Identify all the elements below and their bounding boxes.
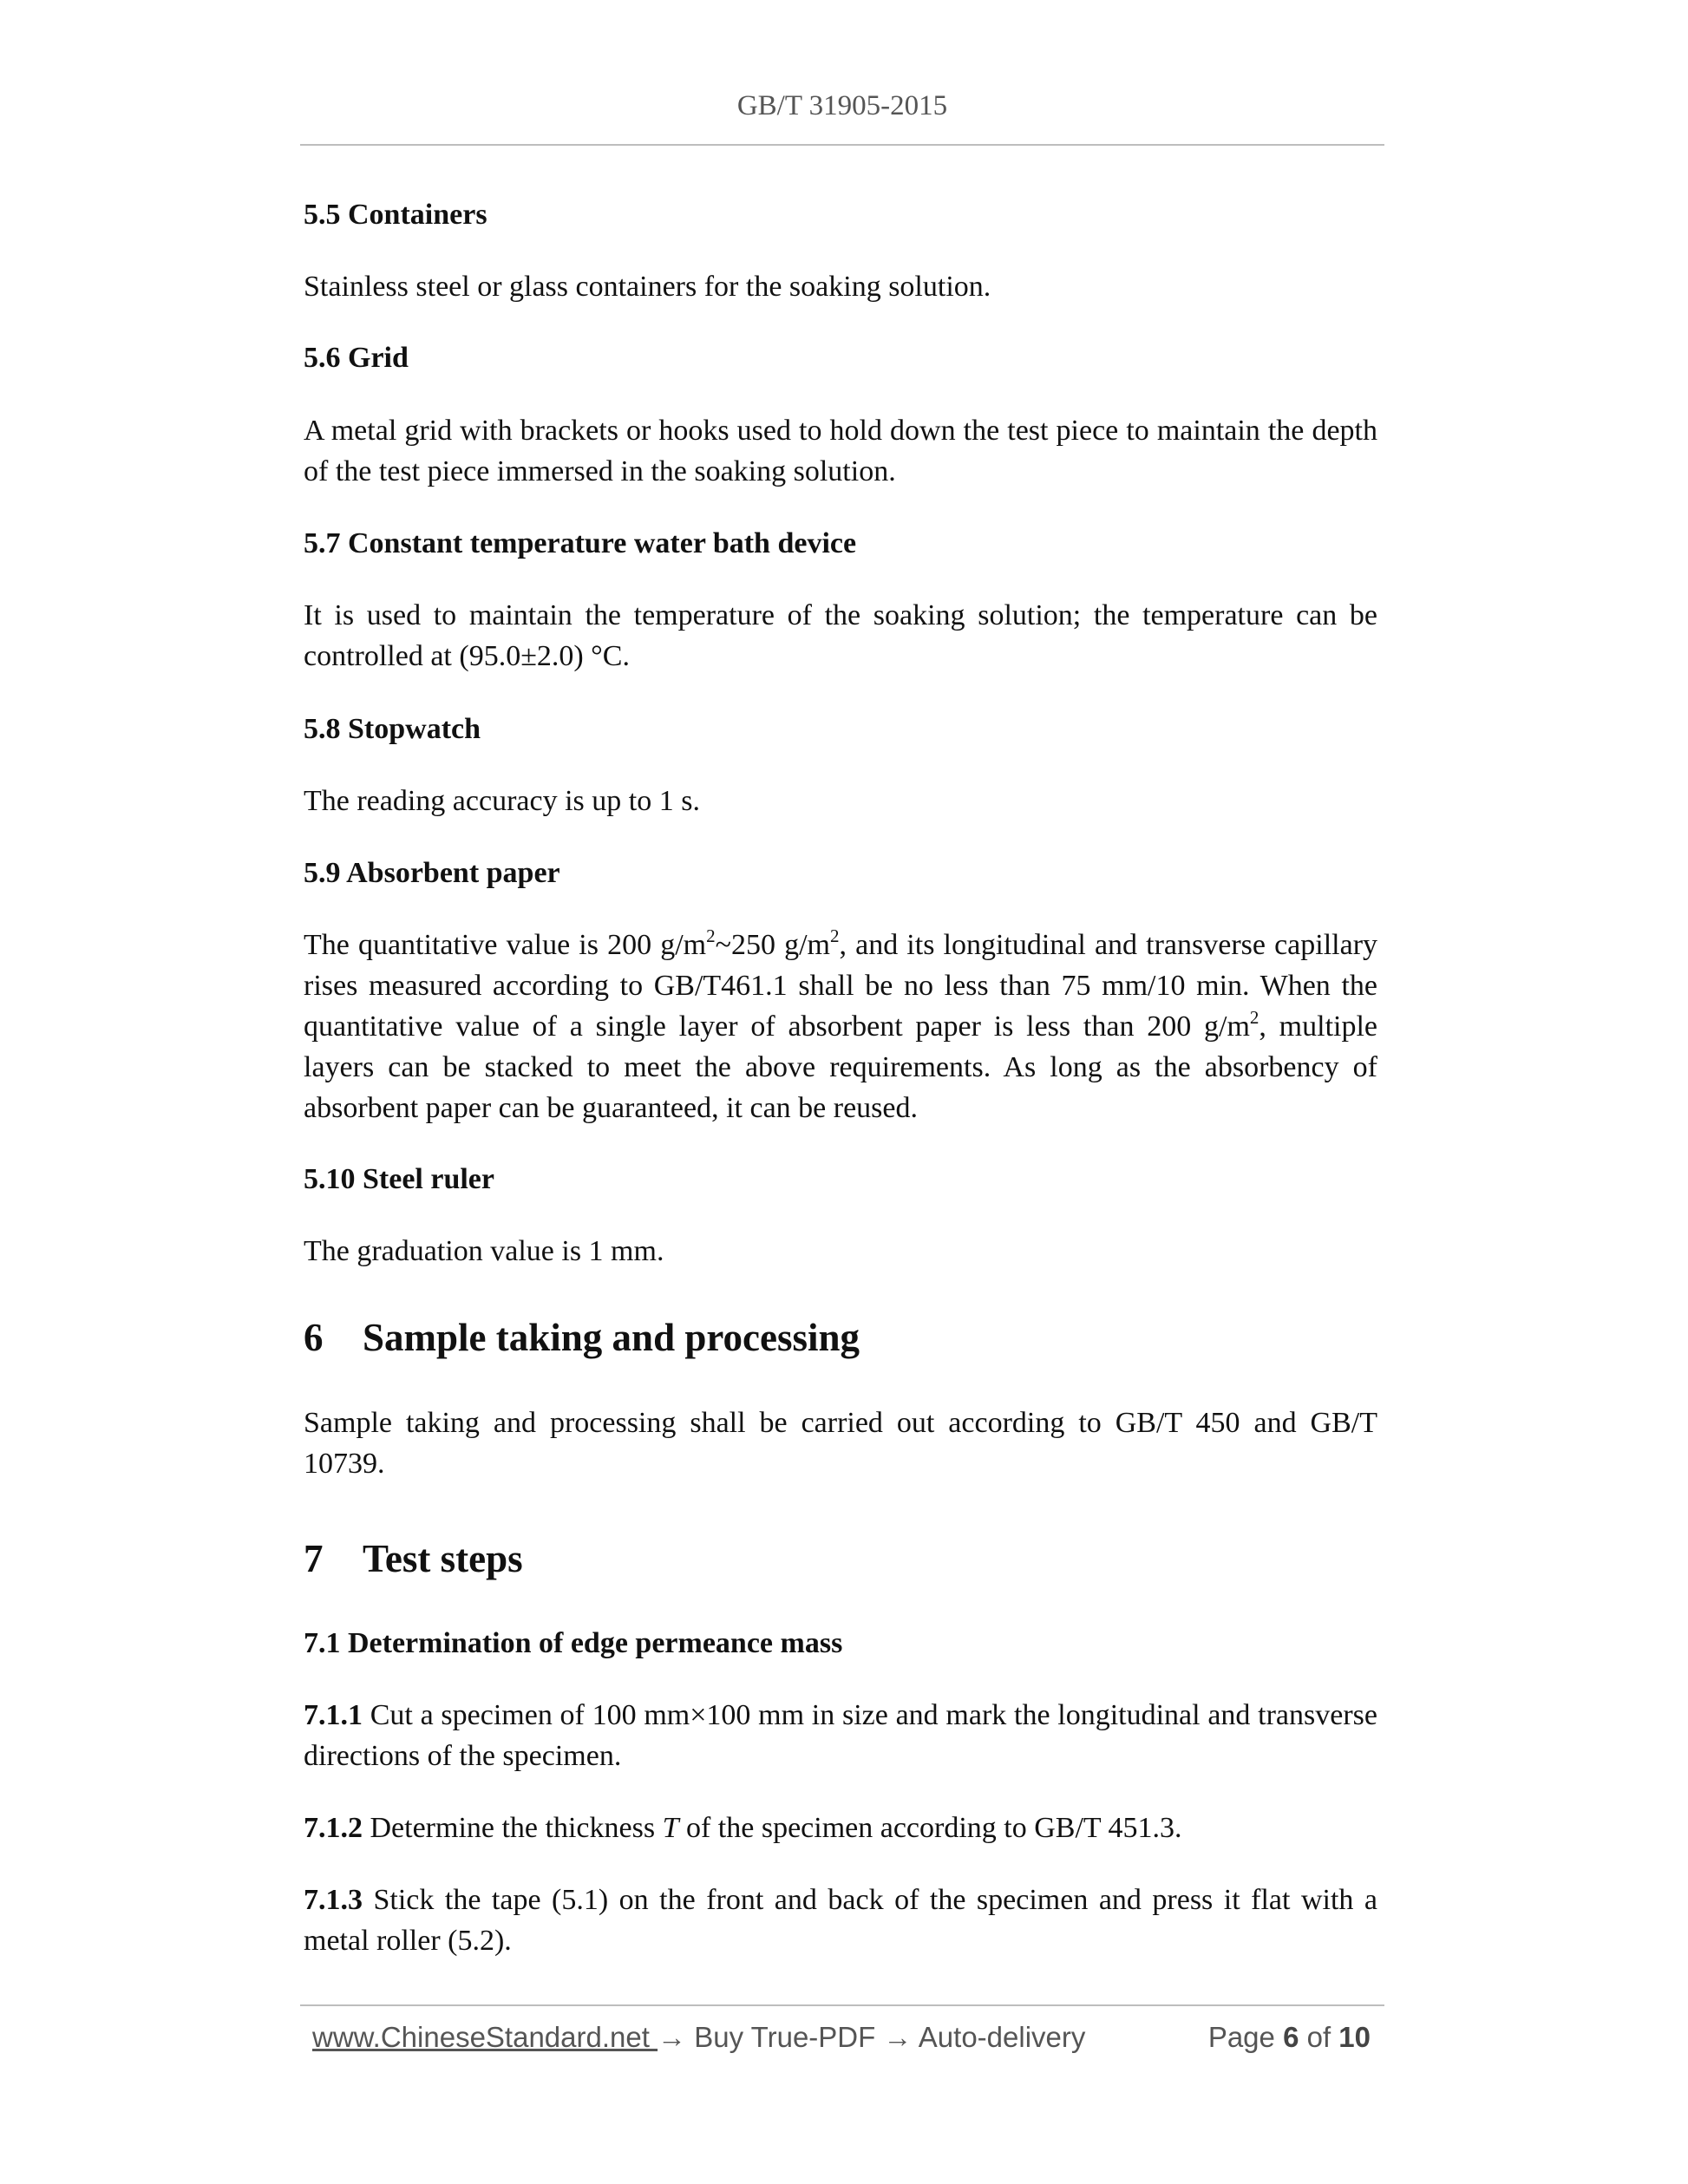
heading-5-10: 5.10 Steel ruler (304, 1163, 494, 1195)
chinesestandard-link[interactable]: www.ChineseStandard.net (312, 2021, 658, 2053)
para-5-10: The graduation value is 1 mm. (304, 1235, 664, 1267)
para-5-7: It is used to maintain the temperature of the soaking solution; the temperature can be controlled at (95.0±2.0) °C. (304, 599, 1377, 672)
total-pages: 10 (1338, 2021, 1371, 2053)
para-5-5: Stainless steel or glass containers for the soaking solution. (304, 271, 991, 303)
page-content (304, 194, 1377, 1961)
heading-5-8: 5.8 Stopwatch (304, 713, 481, 745)
heading-7-1: 7.1 Determination of edge permeance mass (304, 1627, 843, 1659)
arrow-right-icon: → (883, 2021, 913, 2053)
buy-true-pdf-text: Buy True-PDF (686, 2021, 884, 2053)
footer-links (312, 2021, 1085, 2054)
heading-7: 7 Test steps (304, 1537, 523, 1580)
heading-5-6: 5.6 Grid (304, 342, 409, 374)
page-indicator: Page 6 of 10 (1207, 2021, 1371, 2053)
page-footer (312, 2021, 1371, 2064)
para-7-1-1: 7.1.1 Cut a specimen of 100 mm×100 mm in size and mark the longitudinal and transverse directions of the specimen. (304, 1699, 1377, 1772)
para-7-1-2: 7.1.2 Determine the thickness T of the specimen according to GB/T 451.3. (304, 1812, 1182, 1844)
footer-rule (300, 2004, 1384, 2006)
para-6: Sample taking and processing shall be carried out according to GB/T 450 and GB/T 10739. (304, 1407, 1377, 1480)
current-page: 6 (1283, 2021, 1299, 2053)
header-rule (300, 144, 1384, 146)
document-header: GB/T 31905-2015 (736, 90, 948, 121)
heading-5-5: 5.5 Containers (304, 199, 487, 231)
para-5-6: A metal grid with brackets or hooks used to hold down the test piece to maintain the depth of the test piece immersed in the soaking solution. (304, 415, 1377, 487)
auto-delivery-text: Auto-delivery (912, 2021, 1086, 2053)
heading-6: 6 Sample taking and processing (304, 1316, 860, 1359)
para-5-9: The quantitative value is 200 $g/m^2\sim 250$ $g/m^2$, and its longitudinal and transverse capillary rises measured according to GB/T461.1 shall be no less than 75 mm/10 min. When the quantitative value of a single layer of absorbent paper is less than 200 $g/m^2$, multiple layers can be stacked to meet the above requirements. As long as the absorbency of absorbent paper can be guaranteed, it can be reused. (304, 925, 1378, 1124)
heading-5-7: 5.7 Constant temperature water bath device (304, 527, 857, 559)
heading-5-9: 5.9 Absorbent paper (304, 857, 560, 889)
para-5-8: The reading accuracy is up to 1 s. (304, 785, 700, 817)
arrow-right-icon: → (658, 2021, 687, 2053)
para-7-1-3: 7.1.3 Stick the tape (5.1) on the front and back of the specimen and press it flat with a metal roller (5.2). (304, 1884, 1377, 1957)
